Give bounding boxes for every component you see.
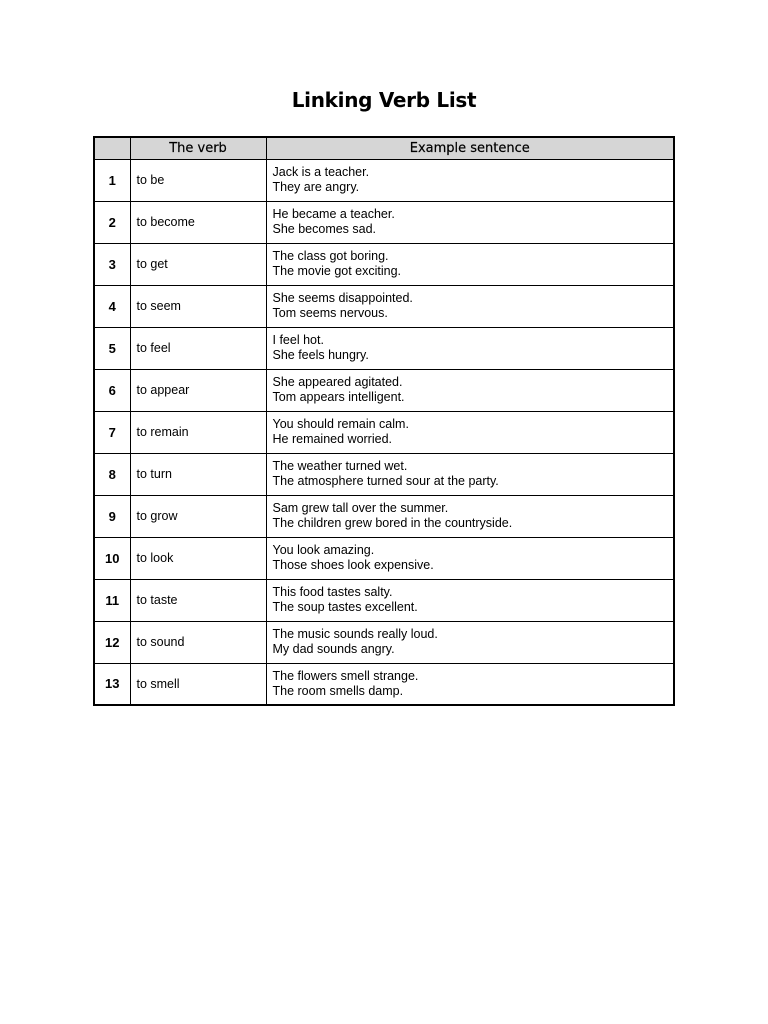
row-number: 1 [94, 159, 130, 201]
row-number: 2 [94, 201, 130, 243]
row-number: 6 [94, 369, 130, 411]
row-number: 12 [94, 621, 130, 663]
table-row [94, 537, 674, 579]
example-sentence: Sam grew tall over the summer. [272, 501, 449, 515]
verb-cell: to grow [130, 495, 266, 537]
verb-cell: to remain [130, 411, 266, 453]
example-sentence: The flowers smell strange. [272, 668, 419, 683]
row-number: 7 [94, 411, 130, 453]
example-cell [266, 411, 674, 453]
example-cell [266, 159, 674, 201]
example-sentence: You should remain calm. [272, 417, 409, 431]
example-sentence: They are angry. [272, 180, 360, 194]
row-number: 3 [94, 243, 130, 285]
example-sentence: The class got boring. [272, 249, 389, 263]
verb-cell: to seem [130, 285, 266, 327]
example-sentence: The children grew bored in the countryside. [272, 516, 513, 530]
verb-cell: to sound [130, 621, 266, 663]
example-sentence: He became a teacher. [272, 207, 395, 221]
example-sentence: The music sounds really loud. [272, 627, 438, 641]
row-number: 9 [94, 495, 130, 537]
example-sentence: Those shoes look expensive. [272, 558, 434, 572]
linking-verb-table [93, 136, 675, 706]
example-sentence: You look amazing. [272, 543, 375, 557]
example-sentence: I feel hot. [272, 333, 324, 347]
example-sentence: The weather turned wet. [272, 459, 408, 473]
table-row [94, 243, 674, 285]
example-cell [266, 327, 674, 369]
example-cell [266, 537, 674, 579]
example-sentence: The atmosphere turned sour at the party. [272, 474, 499, 488]
verb-cell: to be [130, 159, 266, 201]
example-sentence: Tom seems nervous. [272, 306, 388, 320]
verb-cell: to taste [130, 579, 266, 621]
table-row [94, 369, 674, 411]
example-sentence: He remained worried. [272, 432, 392, 446]
header-verb: The verb [130, 137, 266, 159]
table-row [94, 411, 674, 453]
example-sentence: The movie got exciting. [272, 264, 402, 278]
verb-cell: to become [130, 201, 266, 243]
example-sentence: The soup tastes excellent. [272, 600, 418, 614]
example-sentence: This food tastes salty. [272, 585, 393, 599]
verb-cell: to appear [130, 369, 266, 411]
verb-cell: to get [130, 243, 266, 285]
example-cell [266, 201, 674, 243]
example-cell [266, 663, 674, 705]
row-number: 11 [94, 579, 130, 621]
table-header-row [94, 137, 674, 159]
example-cell [266, 453, 674, 495]
example-sentence: Tom appears intelligent. [272, 390, 405, 404]
verb-cell: to turn [130, 453, 266, 495]
example-sentence: Jack is a teacher. [272, 165, 370, 179]
header-example: Example sentence [266, 137, 674, 159]
table-row [94, 327, 674, 369]
example-cell [266, 369, 674, 411]
example-sentence: She seems disappointed. [272, 291, 413, 305]
example-cell [266, 285, 674, 327]
example-sentence: The room smells damp. [272, 683, 404, 698]
table-row [94, 453, 674, 495]
table-row [94, 663, 674, 705]
table-row [94, 579, 674, 621]
table-row [94, 159, 674, 201]
example-sentence: She becomes sad. [272, 222, 377, 236]
example-sentence: She appeared agitated. [272, 375, 403, 389]
example-cell [266, 243, 674, 285]
row-number: 13 [94, 663, 130, 705]
table-row [94, 201, 674, 243]
table-row [94, 621, 674, 663]
row-number: 8 [94, 453, 130, 495]
header-number [94, 137, 130, 159]
table-row [94, 285, 674, 327]
example-cell [266, 579, 674, 621]
example-sentence: My dad sounds angry. [272, 642, 395, 656]
example-cell [266, 495, 674, 537]
verb-cell: to smell [130, 663, 266, 705]
row-number: 4 [94, 285, 130, 327]
row-number: 5 [94, 327, 130, 369]
verb-cell: to feel [130, 327, 266, 369]
page-title: Linking Verb List [291, 88, 477, 112]
table-row [94, 495, 674, 537]
verb-cell: to look [130, 537, 266, 579]
row-number: 10 [94, 537, 130, 579]
example-sentence: She feels hungry. [272, 348, 369, 362]
example-cell [266, 621, 674, 663]
table-body [94, 159, 674, 705]
